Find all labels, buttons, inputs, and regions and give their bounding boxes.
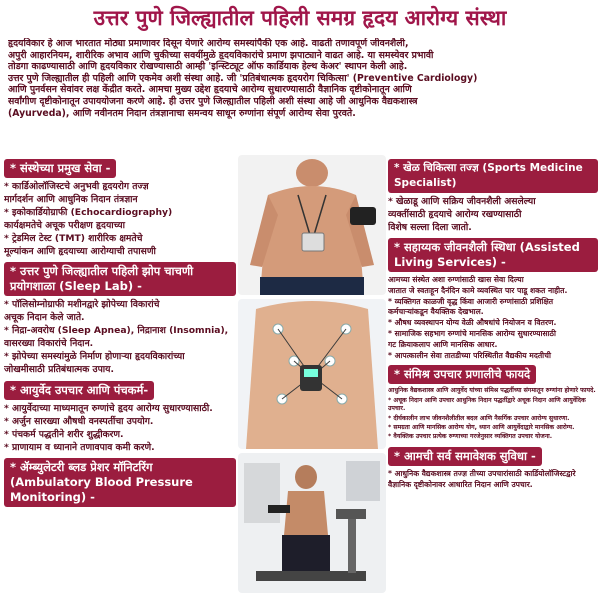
intro-line: (Ayurveda), आणि नवीनतम निदान तंत्रज्ञानाचा समन्वय साधून रुग्णांना संपूर्ण आरोग्य सेवा पुरवते. <box>8 107 356 119</box>
list-item: मूल्यांकन आणि हृदयाच्या आरोग्याची तपासणी <box>4 246 156 257</box>
treadmill-test-photo <box>238 453 386 593</box>
section-header-sleep-lab: * उत्तर पुणे जिल्ह्यातील पहिली झोप चाचणी प्रयोगशाळा (Sleep Lab) - <box>4 262 236 296</box>
list-item: * प्राणायाम व ध्यानाने तणावपाव कमी करणे. <box>4 442 155 453</box>
section-header-abpm: * ॲम्ब्युलेटरी ब्लड प्रेशर मॉनिटरिंग (Ambulatory Blood Pressure Monitoring) - <box>4 458 236 507</box>
section-header-facilities: * आमची सर्व समावेशक सुविधा - <box>388 447 542 466</box>
services-list <box>4 181 236 258</box>
section-header-services: * संस्थेच्या प्रमुख सेवा - <box>4 159 116 178</box>
integrated-benefits-list <box>388 387 598 441</box>
holter-monitor-photo <box>238 155 386 295</box>
list-item: गट क्रियाकलाप आणि मानसिक आधार. <box>388 339 498 349</box>
list-item: विशेष सल्ला दिला जातो. <box>388 222 472 233</box>
list-item: * कार्डिओलॉजिस्टचे अनुभवी हृदयरोग तज्ज्ञ <box>4 181 149 192</box>
list-item: * निद्रा-अवरोध (Sleep Apnea), निद्रानाश (Insomnia), <box>4 325 229 336</box>
list-item: * व्यक्तिगत काळजी वृद्ध किंवा आजारी रुग्णांसाठी प्रशिक्षित <box>388 296 554 306</box>
right-column <box>388 155 598 600</box>
photo-column <box>238 155 386 600</box>
intro-line: अपुरी आहारनियम, शारीरिक अभाव आणि चुकीच्या सवयींमुळे हृदयविकारांचे प्रमाण झपाट्याने वाढत आहे. या समस्येवर प्रभावी <box>8 49 434 61</box>
list-item: वैज्ञानिक दृष्टीकोनावर आधारित निदान आणि उपचार. <box>388 479 533 489</box>
list-item: * अचूक निदान आणि उपचार आधुनिक निदान पद्धतींद्वारे अचूक निदान आणि आयुर्वेदिक उपचार. <box>388 396 586 413</box>
list-item: * ट्रेडमिल टेस्ट (TMT) शारीरिक क्षमतेचे <box>4 233 143 244</box>
list-item: आधुनिक वैद्यकशास्त्र आणि आयुर्वेद यांच्या संमिश्र पद्धतींच्या संगमातून रुग्णांना होणारे फायदे. <box>388 387 596 395</box>
list-item: * समग्रता आणि मानसिक आरोग्य योग, ध्यान आणि आयुर्वेदाद्वारे मानसिक आरोग्य. <box>388 424 575 431</box>
list-item: * दीर्घकालीन लाभ जीवनशैलीतील बदल आणि नैसर्गिक उपचार आरोग्य सुधारणा. <box>388 414 570 422</box>
ecg-electrodes-photo <box>238 299 386 449</box>
list-item: व्यक्तींसाठी हृदयाचे आरोग्य रखण्यासाठी <box>388 209 522 220</box>
intro-line: सर्वांगीण दृष्टीकोनातून उपाययोजना करणे आहे. ही उत्तर पुणे जिल्ह्यातील पहिली अशी संस्था आहे जी आधुनिक वैद्यकशास्त्र <box>8 95 418 107</box>
section-header-integrated-benefits: * संमिश्र उपचार प्रणालीचे फायदे <box>388 365 536 384</box>
facilities-list <box>388 469 598 490</box>
list-item: कर्मचाऱ्यांकडून वैयक्तिक देखभाल. <box>388 307 484 317</box>
list-item: * औषध व्यवस्थापन योग्य वेळी औषधांचे नियोजन व वितरण. <box>388 318 557 328</box>
assisted-living-list <box>388 275 598 360</box>
list-item: * इकोकार्डियोग्राफी (Echocardiography) <box>4 207 173 218</box>
sports-medicine-list <box>388 196 598 234</box>
section-header-ayurveda: * आयुर्वेद उपचार आणि पंचकर्म- <box>4 381 154 400</box>
list-item: * सामाजिक सहभाग रुग्णांचे मानसिक आरोग्य सुधारण्यासाठी <box>388 328 556 338</box>
ayurveda-list <box>4 403 236 454</box>
intro-paragraph <box>8 38 592 150</box>
list-item: * पॉलिसोम्नोग्राफी मशीनद्वारे झोपेच्या विकारांचे <box>4 299 160 310</box>
list-item: * आधुनिक वैद्यकशास्त्र तज्ज्ञ तीच्या उपचारांसाठी कार्डियोलॉजिस्टद्वारे <box>388 468 576 478</box>
left-column <box>4 155 236 600</box>
section-header-assisted-living: * सहाय्यक जीवनशैली स्थिधा (Assisted Living Services) - <box>388 238 598 272</box>
list-item: * वैयक्तिक उपचार प्रत्येक रुग्णाच्या गरजेनुसार व्यक्तिगत उपचार योजना. <box>388 433 553 441</box>
list-item: कार्यक्षमतेचे अचूक परीक्षण हृदयाच्या <box>4 220 125 231</box>
intro-line: आणि पुनर्वसन सेवांवर लक्ष केंद्रीत करते. आमचा मुख्य उद्देश हृदयाचे आरोग्य सुधारण्यासाठी वैज्ञानिक दृष्टीकोनातून आणि <box>8 84 412 96</box>
sleep-lab-list <box>4 299 236 376</box>
list-item: * पंचकर्म पद्धतीने शरीर शुद्धीकरण. <box>4 429 124 440</box>
list-item: * झोपेच्या समस्यांमुळे निर्माण होणाऱ्या हृदयविकारांच्या <box>4 351 185 362</box>
page-title: उत्तर पुणे जिल्ह्यातील पहिली समग्र हृदय आरोग्य संस्था <box>93 6 507 30</box>
section-header-sports-medicine: * खेळ चिकित्सा तज्ज्ञ (Sports Medicine Specialist) <box>388 159 598 193</box>
list-item: * अर्जुन सारख्या औषधी वनस्पतींचा उपयोग. <box>4 416 154 427</box>
list-item: अचूक निदान केले जाते. <box>4 312 85 323</box>
list-item: मार्गदर्शन आणि आधुनिक निदान तंत्रज्ञान <box>4 194 138 205</box>
list-item: आमच्या संस्थेत अशा रुग्णांसाठी खास सेवा दिल्या <box>388 275 524 284</box>
list-item: * खेळाडू आणि सक्रिय जीवनशैली असलेल्या <box>388 196 536 207</box>
list-item: * आपत्कालीन सेवा तातडीच्या परिस्थितीत वैद्यकीय मदतीची <box>388 350 551 360</box>
list-item: जातात जे स्वतःहून दैनंदिन कामे व्यवस्थित पार पाडू शकत नाहीत. <box>388 285 568 295</box>
intro-line: उत्तर पुणे जिल्ह्यातील ही पहिली आणि एकमेव अशी संस्था आहे. जी 'प्रतिबंधात्मक हृदयरोग चिकित्सा' (Preventive Cardiology) <box>8 72 478 84</box>
list-item: वासरख्या विकारांचे निदान. <box>4 338 94 349</box>
intro-line: हृदयविकार हे आज भारतात मोठ्या प्रमाणावर दिसून येणारे आरोग्य समस्यांपैकी एक आहे. वाढती तणावपूर्ण जीवनशैली, <box>8 38 409 49</box>
list-item: जोखमीसाठी प्रतिबंधात्मक उपाय. <box>4 364 114 375</box>
intro-line: तोडगा काढण्यासाठी आणि हृदयविकार रोखण्यासाठी आम्ही 'इन्स्टिट्यूट ऑफ कार्डियाक हेल्थ केअर' स्थापन केली आहे. <box>8 61 408 73</box>
list-item: * आयुर्वेदाच्या माध्यमातून रुग्णांचे हृदय आरोग्य सुधारण्यासाठी. <box>4 403 213 414</box>
